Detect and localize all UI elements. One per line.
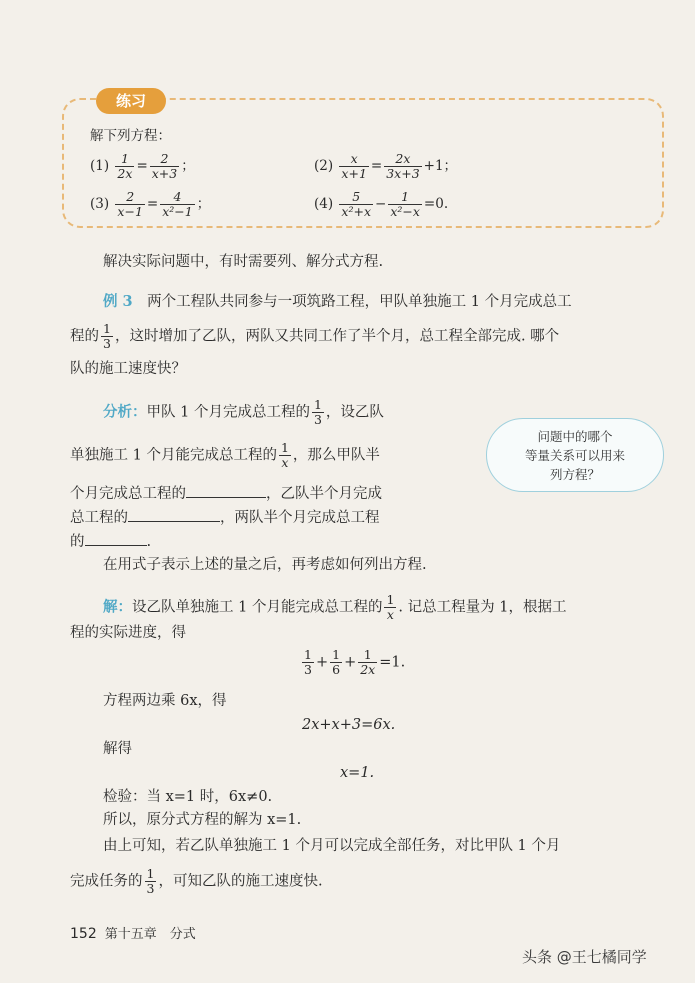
chapter-title: 第十五章 分式 (104, 927, 196, 942)
analysis-line-2: 单独施工 1 个月能完成总工程的 $\frac{1}{x}$ ，那么甲队半 (70, 440, 380, 470)
solution-line-6: 所以，原分式方程的解为 x=1. (103, 812, 302, 828)
solution-line-1: 解：设乙队单独施工 1 个月能完成总工程的 $\frac{1}{x}$ . 记总工程量为 1，根据工 (103, 592, 567, 622)
exercise-intro: 解下列方程： (90, 128, 171, 144)
answer-blank (128, 507, 220, 522)
equation-2: 2x+x+3=6x. (302, 717, 396, 733)
answer-blank (186, 483, 266, 498)
analysis-line-4: 总工程的 ，两队半个月完成总工程 (70, 507, 380, 527)
exercise-item-2: (2) $\frac{x}{x+1}$ = $\frac{2x}{3x+3}$ +1； (314, 151, 458, 181)
intro-line: 解决实际问题中，有时需要列、解分式方程. (103, 254, 384, 270)
analysis-line-6: 在用式子表示上述的量之后，再考虑如何列出方程. (103, 557, 427, 573)
solution-line-2: 程的实际进度，得 (70, 625, 186, 641)
analysis-line-3: 个月完成总工程的 ，乙队半个月完成 (70, 483, 382, 503)
thought-bubble (486, 418, 664, 492)
solution-line-7: 由上可知，若乙队单独施工 1 个月可以完成全部任务，对比甲队 1 个月 (103, 838, 561, 854)
exercise-item-1: (1) $\frac{1}{2x}$ = $\frac{2}{x+3}$ ； (90, 151, 195, 181)
exercise-tab: 练习 (96, 88, 166, 114)
solution-line-5: 检验：当 x=1 时，6x≠0. (103, 789, 273, 805)
item-number: (1) (90, 157, 110, 174)
example-line-1: 例 3 两个工程队共同参与一项筑路工程，甲队单独施工 1 个月完成总工 (103, 293, 572, 310)
item-number: (3) (90, 195, 110, 212)
analysis-label: 分析： (103, 403, 147, 421)
exercise-item-3: (3) $\frac{2}{x-1}$ = $\frac{4}{\text{x²−1}}$ ； (90, 189, 211, 219)
equation-1: $\frac{1}{3}$ + $\frac{1}{6}$ + $\frac{1}{2x}$ =1. (304, 647, 406, 677)
solution-line-8: 完成任务的 $\frac{1}{3}$ ，可知乙队的施工速度快. (70, 866, 323, 896)
example-line-3: 队的施工速度快？ (70, 361, 186, 377)
page-number: 152 (70, 926, 97, 942)
example-line-2: 程的 $\frac{1}{3}$ ，这时增加了乙队，两队又共同工作了半个月，总工程全部完成. 哪个 (70, 321, 560, 351)
analysis-line-1: 分析：甲队 1 个月完成总工程的 $\frac{1}{3}$ ，设乙队 (103, 397, 384, 427)
bubble-line: 列方程？ (549, 467, 600, 482)
solution-line-4: 解得 (103, 741, 132, 757)
page-footer (70, 923, 196, 942)
exercise-item-4: (4) $\frac{5}{\text{x²+x}}$ − $\frac{1}{\text{x²−x}}$ =0. (314, 189, 449, 219)
solution-label: 解： (103, 598, 132, 616)
equation-3: x=1. (340, 765, 375, 781)
analysis-line-5: 的 . (70, 531, 151, 551)
solution-line-3: 方程两边乘 6x，得 (103, 693, 227, 709)
bubble-line: 问题中的哪个 (537, 429, 613, 444)
bubble-line: 等量关系可以用来 (524, 448, 625, 463)
watermark: 头条 @王七橘同学 (522, 948, 647, 966)
example-label: 例 3 (103, 293, 133, 310)
item-number: (2) (314, 157, 334, 174)
answer-blank (85, 531, 147, 546)
item-number: (4) (314, 195, 334, 212)
